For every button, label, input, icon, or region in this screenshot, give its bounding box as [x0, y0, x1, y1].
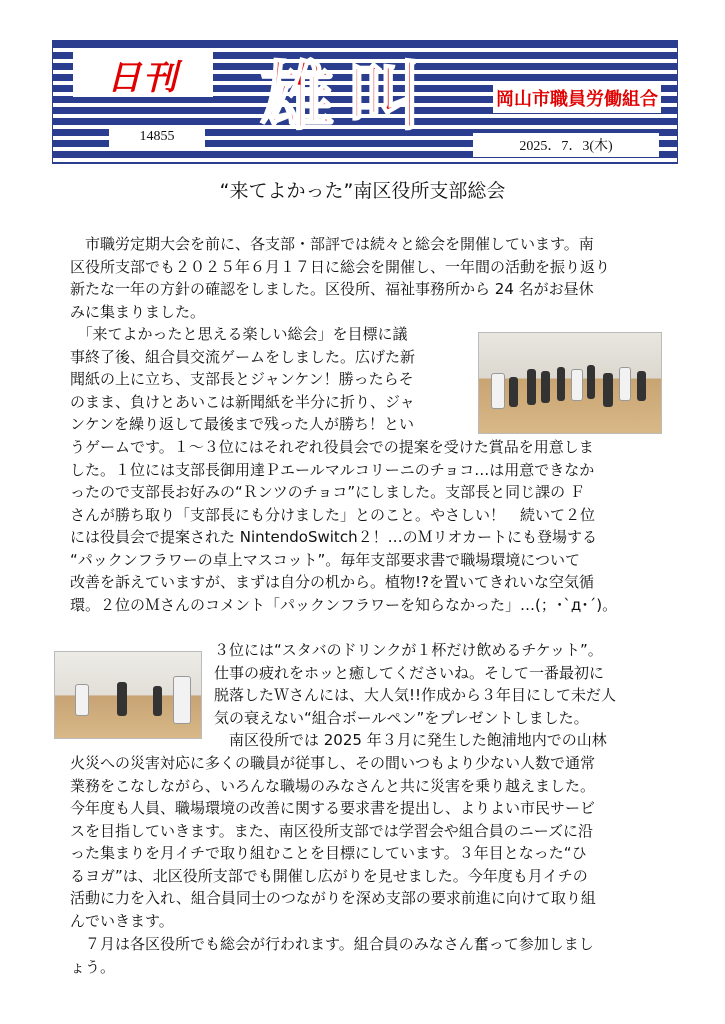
p3-line: んでいきます。: [70, 911, 174, 930]
p2-line: 改善を訴えていますが、まずは自分の机から。植物!?を置いてきれいな空気循: [70, 573, 594, 591]
meeting-photo-2: [54, 651, 202, 739]
issue-number: 14855: [109, 125, 205, 149]
paragraph-3-narrow: [214, 639, 660, 752]
union-name: 岡山市職員労働組合: [493, 83, 661, 113]
p1-line: みに集まりました。: [70, 302, 206, 321]
p3-line: 脱落したＷさんには、大人気!!作成から３年目にして未だ人: [214, 686, 617, 704]
p2-line: 聞紙の上に立ち、支部長とジャンケン！勝ったらそ: [70, 370, 414, 388]
p3-line: 今年度も人員、職場環境の改善に関する要求書を提出し、よりよい市民サービ: [70, 799, 596, 817]
masthead-small-title: 日刊: [73, 51, 213, 97]
meeting-photo-1: [478, 332, 662, 434]
p2-line: 環。２位のＭさんのコメント「パックンフラワーを知らなかった」…(；･`д･´)。: [70, 595, 618, 614]
p2-line: には役員会で提案された NintendoSwitch２！…のＭリオカートにも登場する: [70, 528, 597, 546]
p2-line: 事終了後、組合員交流ゲームをしました。広げた新: [70, 347, 416, 366]
masthead: [52, 40, 678, 164]
p2-line: “パックンフラワーの卓上マスコット”。毎年支部要求書で職場環境について: [70, 550, 580, 569]
p3-line: 気の衰えない“組合ボールペン”をプレゼントしました。: [214, 708, 589, 727]
p2-line: うゲームです。１～３位にはそれぞれ役員会での提案を受けた賞品を用意しま: [70, 438, 594, 456]
p1-line: 市職労定期大会を前に、各支部・部評では続々と総会を開催しています。南: [70, 235, 594, 253]
p2-line: のまま、負けとあいこは新聞紙を半分に折り、ジャ: [70, 392, 415, 411]
paragraph-3-wide: [70, 752, 660, 932]
p3-line: 活動に力を入れ、組合員同士のつながりを深め支部の要求前進に向けて取り組: [70, 889, 596, 907]
p3-line: 火災への災害対応に多くの職員が従事し、その間いつもより少ない人数で通常: [70, 754, 596, 772]
p3-line: 仕事の疲れをホッと癒してくださいね。そして一番最初に: [214, 663, 605, 682]
paragraph-2-wide: [70, 436, 660, 616]
p3-line: 南区役所では 2025 年３月に発生した飽浦地内での山林: [214, 731, 607, 749]
p3-line: ３位には“スタバのドリンクが１杯だけ飲めるチケット”。: [214, 641, 603, 659]
p3-line: 業務をこなしながら、いろんな職場のみなさんと共に災害を乗り越えました。: [70, 776, 596, 795]
p2-line: ったので支部長お好みの“Ｒンツのチョコ”にしました。支部長と同じ課の Ｆ: [70, 483, 585, 501]
p4-line: ７月は各区役所でも総会が行われます。組合員のみなさん奮って参加しまし: [70, 935, 594, 953]
p3-line: った集まりを月イチで取り組むことを目標にしています。３年目となった“ひ: [70, 844, 587, 862]
p2-line: した。１位には支部長御用達Ｐエールマルコリーニのチョコ…は用意できなか: [70, 460, 595, 479]
paragraph-4: [70, 933, 660, 978]
article-headline: “来てよかった”南区役所支部総会: [219, 180, 506, 202]
masthead-big-title: 雄叫: [260, 54, 436, 140]
issue-date: 2025．7．3(木): [473, 133, 659, 157]
p1-line: 区役所支部でも２０２５年６月１７日に総会を開催し、一年間の活動を振り返り: [70, 257, 611, 276]
p2-line: ンケンを繰り返して最後まで残った人が勝ち！とい: [70, 415, 414, 433]
paragraph-2-narrow: [70, 323, 474, 436]
p3-line: るヨガ”は、北区役所支部でも開催し広がりを見せました。今年度も月イチの: [70, 866, 588, 885]
p2-line: 「来てよかったと思える楽しい総会」を目標に議: [70, 325, 408, 343]
p3-line: スを目指していきます。また、南区役所支部では学習会や組合員のニーズに沿: [70, 821, 594, 840]
p4-line: ょう。: [70, 957, 116, 976]
p1-line: 新たな一年の方針の確認をしました。区役所、福祉事務所から 24 名がお昼休: [70, 280, 594, 298]
paragraph-1: [70, 233, 660, 323]
p2-line: さんが勝ち取り「支部長にも分けました」とのこと。やさしい！ 続いて２位: [70, 505, 596, 524]
